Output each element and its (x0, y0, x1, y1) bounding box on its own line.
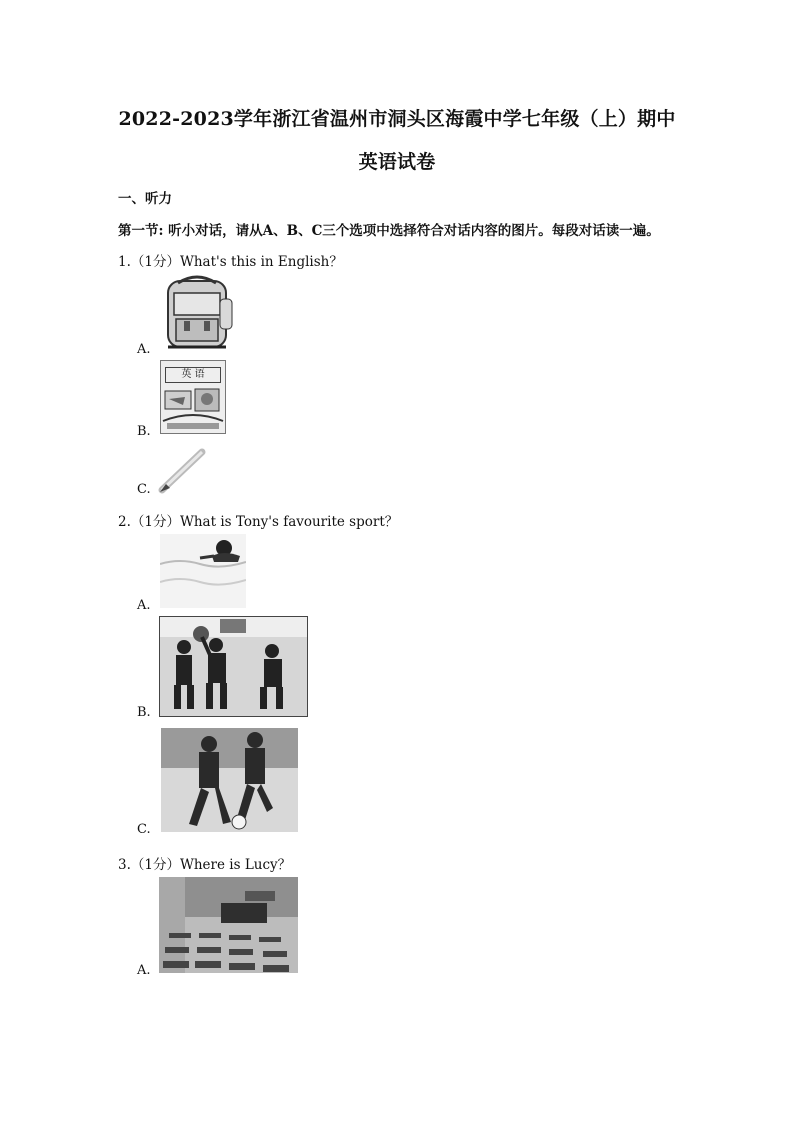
option-label: A. (137, 598, 151, 613)
question-text: What's this in English？ (179, 254, 343, 270)
soccer-image (161, 728, 298, 832)
english-book-image (160, 360, 226, 434)
question-score: （1分） (130, 514, 180, 530)
option-label: C. (137, 822, 151, 837)
question-text: What is Tony's favourite sport？ (179, 514, 399, 530)
school-bag-image (160, 275, 236, 353)
instruction-text: 第一节: 听小对话，请从A、B、C三个选项中选择符合对话内容的图片。每段对话读一遍。 (118, 223, 660, 239)
exam-title-line-2: 英语试卷 (358, 151, 436, 173)
question-3 (118, 853, 291, 873)
swimming-image (160, 534, 246, 608)
exam-title-line-1: 2022-2023学年浙江省温州市洞头区海霞中学七年级（上）期中 (118, 108, 676, 130)
option-label: A. (137, 963, 151, 978)
pencil-image (158, 448, 208, 494)
question-score: （1分） (130, 857, 180, 873)
question-text: Where is Lucy？ (179, 857, 292, 873)
question-number: 1. (118, 254, 131, 270)
option-label: B. (137, 424, 151, 439)
question-score: （1分） (130, 254, 180, 270)
question-number: 3. (118, 857, 131, 873)
question-2 (118, 510, 398, 530)
question-number: 2. (118, 514, 131, 530)
classroom-image (159, 877, 298, 973)
option-label: A. (137, 342, 151, 357)
book-cover-title: 英 语 (165, 367, 221, 383)
section-heading: 一、听力 (118, 191, 172, 207)
question-1 (118, 250, 343, 270)
basketball-image (159, 616, 308, 717)
option-label: B. (137, 705, 151, 720)
option-label: C. (137, 482, 151, 497)
